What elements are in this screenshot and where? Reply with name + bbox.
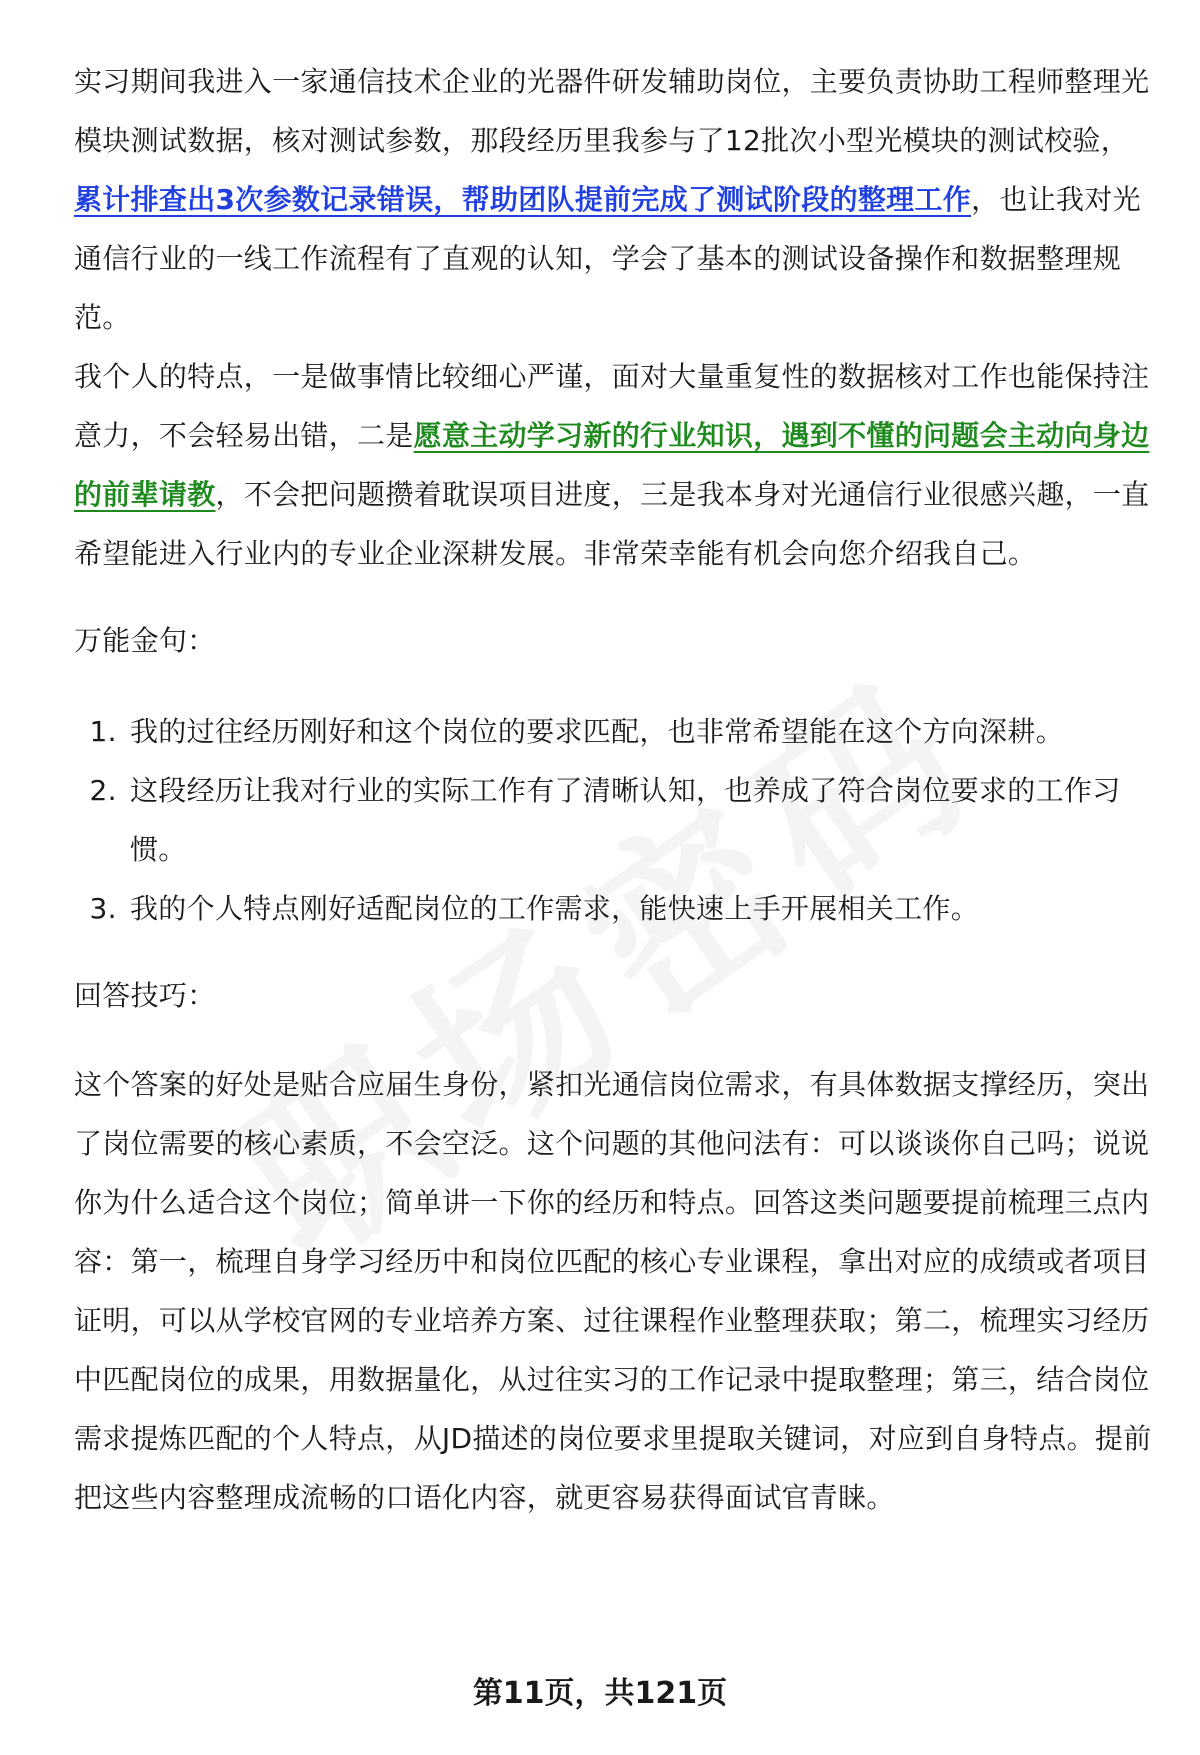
intro-text: ，也让我对光通信行业的一线工作流程有了直观的认知，学会了基本的测试设备操作和数据整理规范。 — [74, 183, 1141, 334]
intro-paragraph-1 — [74, 52, 1154, 347]
list-item: 2. 这段经历让我对行业的实际工作有了清晰认知，也养成了符合岗位要求的工作习惯。 — [126, 761, 1154, 879]
tips-heading: 回答技巧： — [74, 979, 216, 1012]
highlight-trait: 愿意主动学习新的行业知识，遇到不懂的问题会主动向身边的前辈请教 — [74, 419, 1150, 511]
intro-text: ，不会把问题攒着耽误项目进度，三是我本身对光通信行业很感兴趣，一直希望能进入行业内的专业企业深耕发展。非常荣幸能有机会向您介绍我自己。 — [74, 478, 1150, 570]
intro-text: 我个人的特点，一是做事情比较细心严谨，面对大量重复性的数据核对工作也能保持注意力，不会轻易出错，二是 — [74, 360, 1150, 452]
intro-paragraph-2 — [74, 347, 1154, 583]
tips-paragraph: 这个答案的好处是贴合应届生身份，紧扣光通信岗位需求，有具体数据支撑经历，突出了岗位需要的核心素质，不会空泛。这个问题的其他问法有：可以谈谈你自己吗；说说你为什么适合这个岗位；简单讲一下你的经历和特点。回答这类问题要提前梳理三点内容：第一，梳理自身学习经历中和岗位匹配的核心专业课程，拿出对应的成绩或者项目证明，可以从学校官网的专业培养方案、过往课程作业整理获取；第二，梳理实习经历中匹配岗位的成果，用数据量化，从过往实习的工作记录中提取整理；第三，结合岗位需求提炼匹配的个人特点，从JD描述的岗位要求里提取关键词，对应到自身特点。提前把这些内容整理成流畅的口语化内容，就更容易获得面试官青睐。 — [74, 1068, 1152, 1514]
intro-text: 实习期间我进入一家通信技术企业的光器件研发辅助岗位，主要负责协助工程师整理光模块测试数据，核对测试参数，那段经历里我参与了12批次小型光模块的测试校验， — [74, 65, 1150, 157]
document-body — [74, 52, 1154, 1527]
highlight-achievement: 累计排查出3次参数记录错误，帮助团队提前完成了测试阶段的整理工作 — [74, 183, 972, 216]
phrases-heading: 万能金句： — [74, 624, 216, 657]
list-item: 3. 我的个人特点刚好适配岗位的工作需求，能快速上手开展相关工作。 — [126, 879, 1154, 938]
list-item: 1. 我的过往经历刚好和这个岗位的要求匹配，也非常希望能在这个方向深耕。 — [126, 702, 1154, 761]
phrases-list — [74, 702, 1154, 938]
page-number: 第11页，共121页 — [472, 1676, 728, 1711]
